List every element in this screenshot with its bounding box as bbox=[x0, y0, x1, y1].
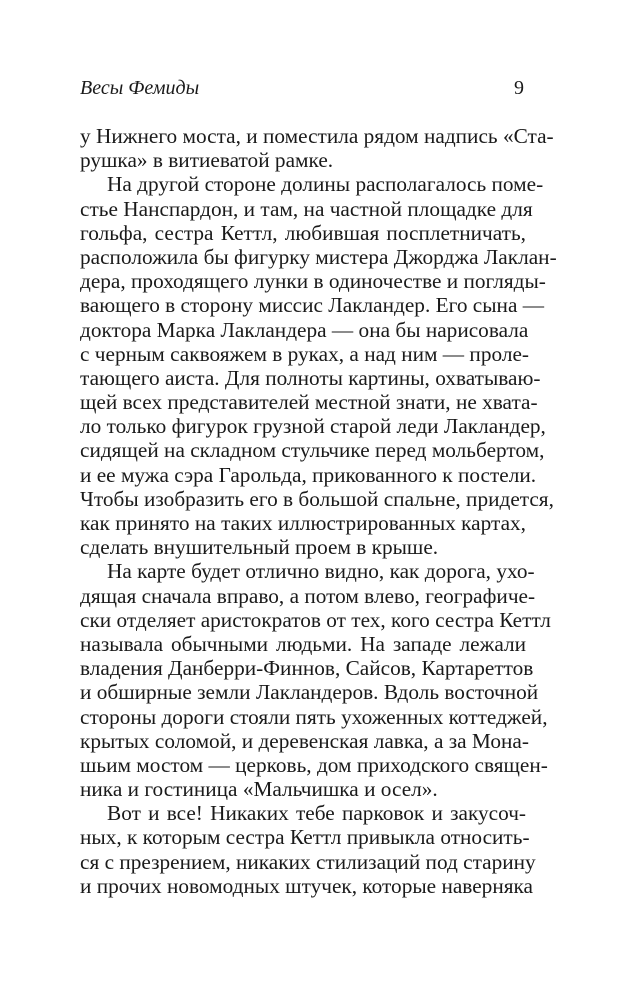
text-line: у Нижнего моста, и поместила рядом надпись «Ста- bbox=[80, 124, 554, 148]
text-line: стороны дороги стояли пять ухоженных коттеджей, bbox=[80, 704, 548, 729]
text-line: и ее мужа сэра Гарольда, прикованного к постели. bbox=[80, 462, 537, 487]
text-line: называла обычными людьми. На западе лежали bbox=[80, 631, 526, 656]
text-line: стье Нанспардон, и там, на частной площадке для bbox=[80, 196, 533, 221]
text-line: ло только фигурок грузной старой леди Лаклaндер, bbox=[80, 414, 546, 439]
text-line: На карте будет отлично видно, как дорога, ухо- bbox=[107, 559, 535, 584]
text-line: щей всех представителей местной знати, не хвата- bbox=[80, 390, 538, 415]
text-line: шьим мостом — церковь, дом приходского священ- bbox=[80, 752, 548, 777]
text-line: владения Данберри-Финнов, Сайсов, Картареттов bbox=[80, 656, 534, 681]
text-line: ски отделяет аристократов от тех, кого сестра Кеттл bbox=[80, 607, 551, 632]
text-line: вающего в сторону миссис Лаклaндер. Его сына — bbox=[80, 293, 545, 318]
text-line: дящая сначала вправо, а потом влево, географиче- bbox=[80, 583, 536, 608]
running-head bbox=[80, 74, 526, 102]
text-line: сделать внушительный проем в крыше. bbox=[80, 535, 439, 560]
running-title: Весы Фемиды bbox=[80, 77, 200, 99]
text-line: и обширные земли Лаклaндеров. Вдоль восточной bbox=[80, 680, 539, 705]
text-line: сидящей на складном стульчике перед мольбертом, bbox=[80, 438, 545, 463]
text-line: ся с презрением, никаких стилизаций под старину bbox=[80, 849, 536, 874]
text-line: как принято на таких иллюстрированных картах, bbox=[80, 511, 526, 535]
text-line: тающего аиста. Для полноты картины, охватываю- bbox=[80, 365, 541, 390]
body-text bbox=[80, 124, 557, 898]
text-line: дера, проходящего лунки в одиночестве и погляды- bbox=[80, 269, 546, 294]
page-number: 9 bbox=[514, 77, 524, 99]
text-line: ника и гостиница «Мальчишка и осел». bbox=[80, 777, 438, 802]
text-line: расположила бы фигурку мистера Джорджа Лаклан- bbox=[80, 244, 557, 269]
book-page bbox=[80, 0, 557, 1000]
text-line: ных, к которым сестра Кеттл привыкла относить- bbox=[80, 825, 530, 850]
text-line: рушка» в витиеватой рамке. bbox=[80, 148, 334, 173]
text-line: и прочих новомодных штучек, которые наверняка bbox=[80, 873, 533, 898]
text-line: гольфа, сестра Кеттл, любившая посплетничать, bbox=[80, 220, 526, 245]
text-line: Вот и все! Никаких тебе парковок и закусоч- bbox=[107, 801, 526, 826]
text-line: с черным саквояжем в руках, а над ним — проле- bbox=[80, 341, 530, 366]
text-line: доктора Марка Лаклaндера — она бы нарисовала bbox=[80, 317, 529, 342]
text-line: Чтобы изобразить его в большой спальне, придется, bbox=[80, 486, 554, 511]
text-line: На другой стороне долины располагалось поме- bbox=[107, 172, 544, 197]
text-line: крытых соломой, и деревенская лавка, а за Мона- bbox=[80, 728, 529, 753]
